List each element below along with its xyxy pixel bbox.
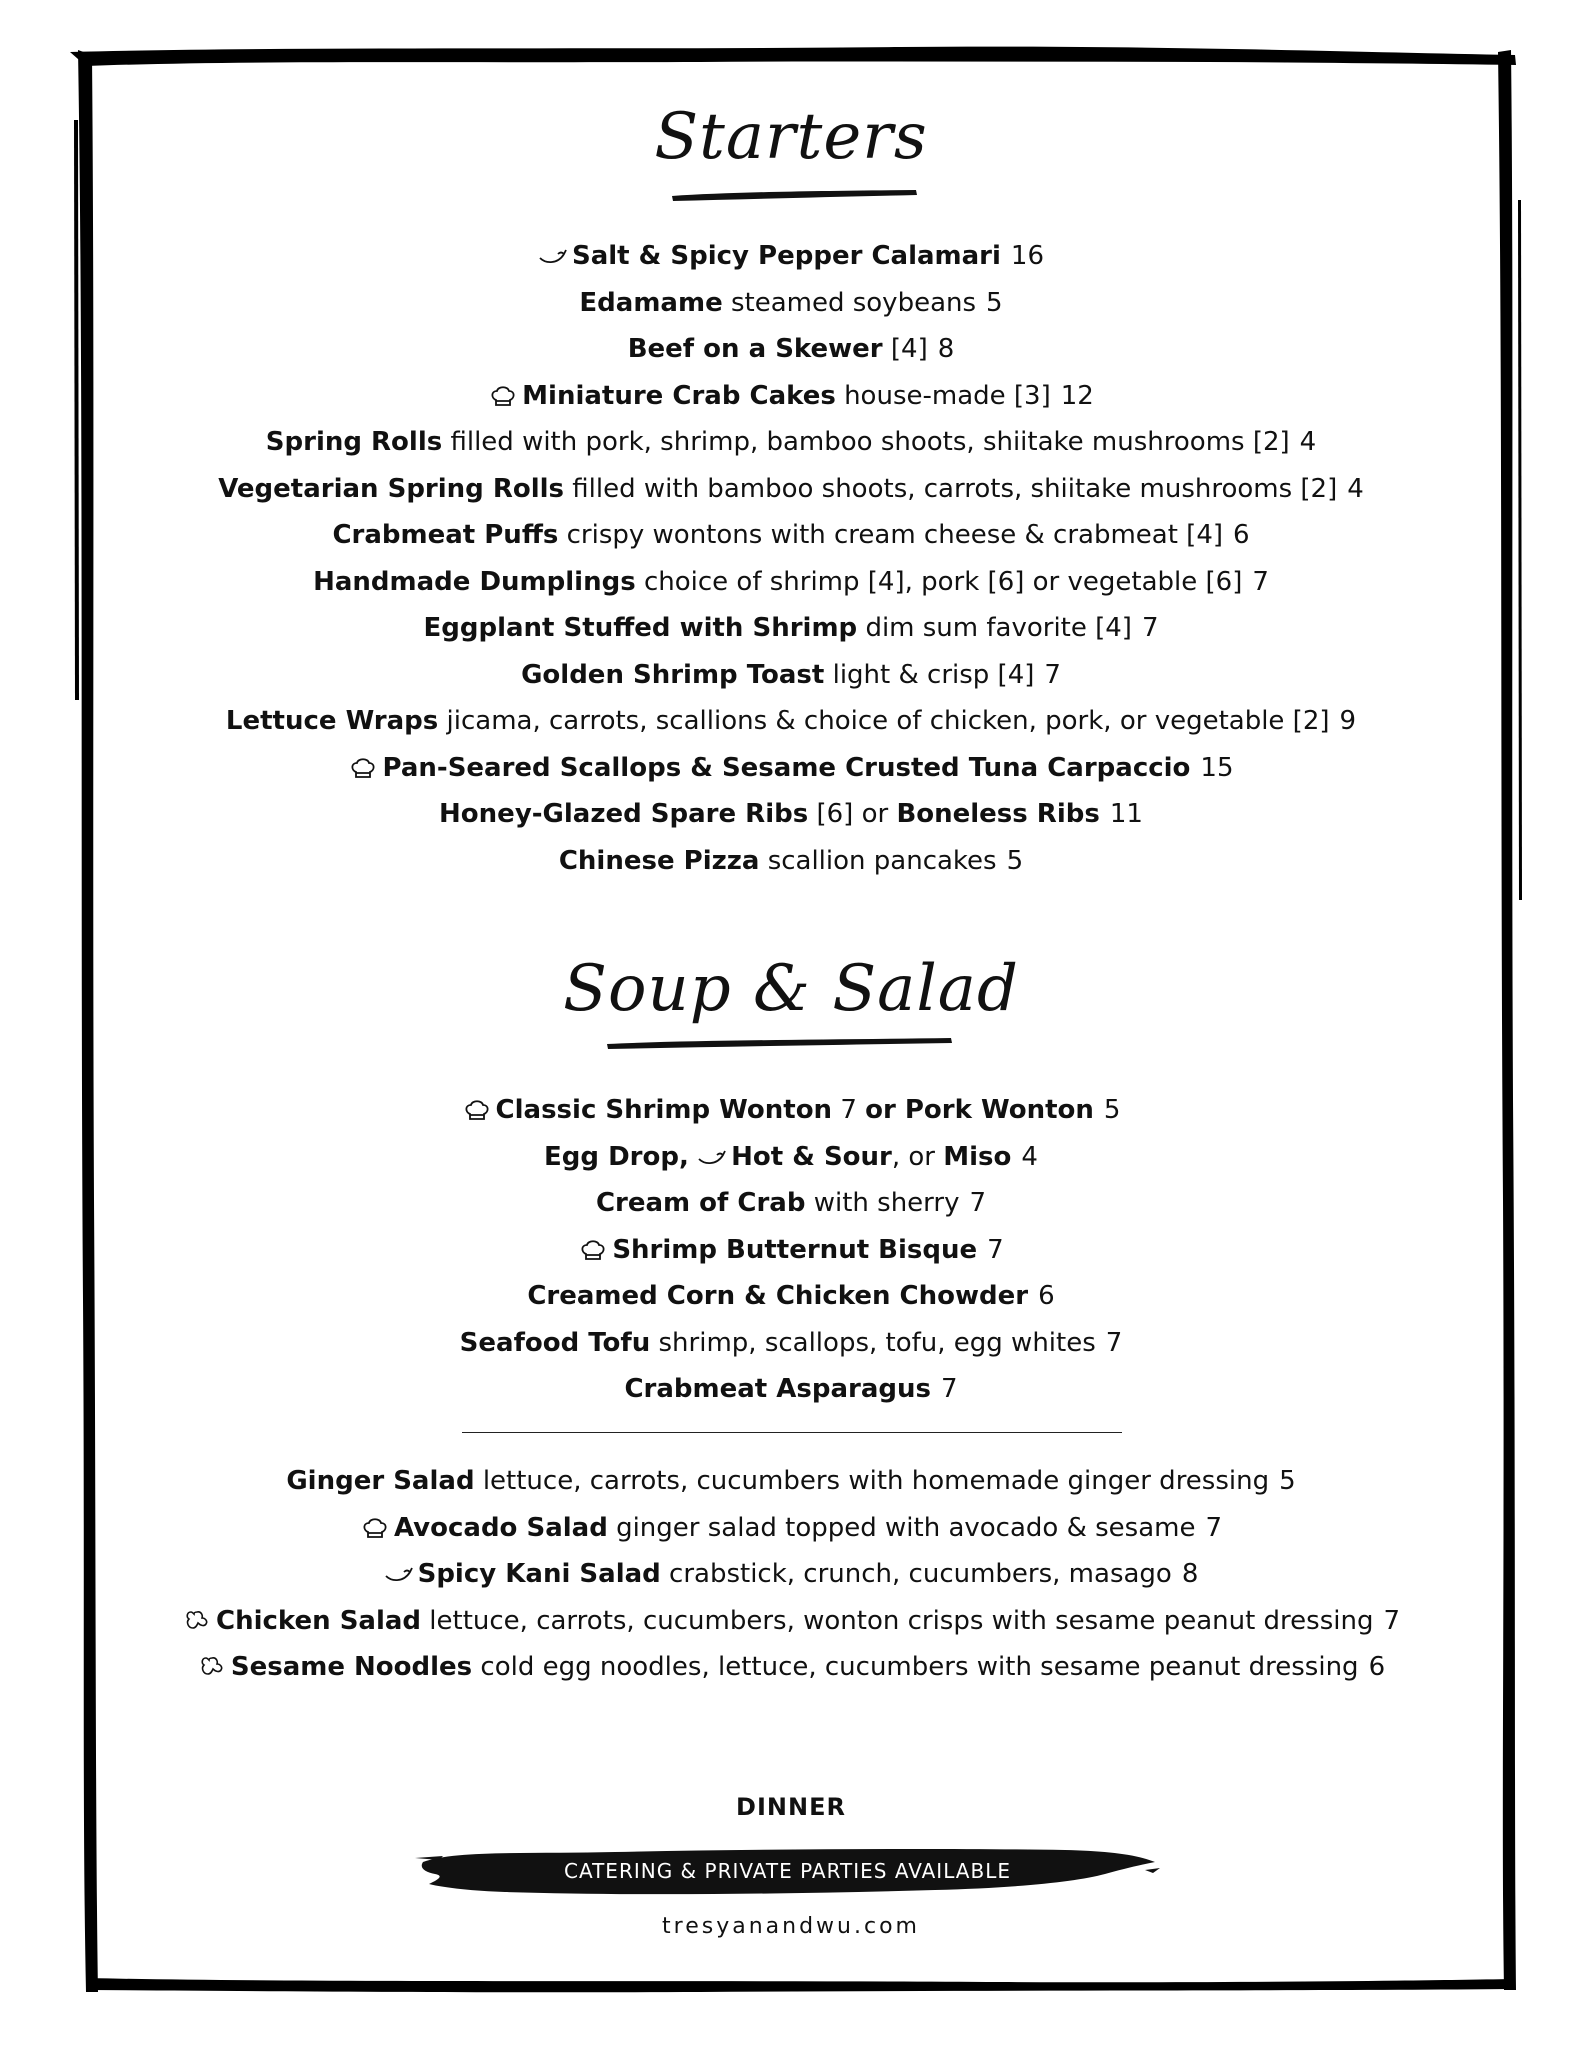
item-name: Classic Shrimp Wonton	[495, 1095, 833, 1125]
item-price: 7	[1044, 659, 1061, 690]
item-description: scallion pancakes	[767, 845, 997, 876]
item-name: Lettuce Wraps	[225, 706, 439, 736]
item-price: 5	[1279, 1466, 1296, 1496]
item-description: filled with bamboo shoots, carrots, shiitake mushrooms [2]	[572, 473, 1338, 504]
menu-item	[0, 1227, 1582, 1274]
menu-item	[0, 1320, 1582, 1367]
menu-item	[0, 1180, 1582, 1227]
item-price: 15	[1200, 752, 1234, 783]
menu-item	[0, 1644, 1582, 1691]
item-price: 7	[1141, 613, 1159, 643]
chili-pepper-icon	[384, 1560, 414, 1586]
item-conjunction: , or	[891, 1141, 935, 1172]
item-price: 4	[1347, 473, 1364, 504]
item-name-alt: Hot & Sour	[731, 1141, 892, 1172]
item-price-shrimp: 7	[840, 1095, 857, 1125]
peanut-icon	[197, 1653, 227, 1679]
menu-item	[0, 419, 1582, 466]
chef-hat-icon	[578, 1236, 608, 1262]
item-name: Spicy Kani Salad	[417, 1559, 661, 1589]
item-price: 7	[1252, 566, 1269, 597]
item-description: [6] or	[816, 799, 889, 829]
item-name: Ginger Salad	[286, 1466, 475, 1496]
item-price: 16	[1010, 241, 1045, 271]
item-name: Chinese Pizza	[558, 845, 760, 876]
item-price: 6	[1368, 1652, 1386, 1682]
item-description: ginger salad topped with avocado & sesame	[616, 1512, 1196, 1543]
item-price: 7	[1105, 1327, 1123, 1358]
item-price: 6	[1233, 520, 1250, 550]
menu-item	[0, 1087, 1582, 1134]
item-name: Vegetarian Spring Rolls	[218, 473, 565, 504]
item-name: Spring Rolls	[265, 427, 443, 457]
item-name: Shrimp Butternut Bisque	[612, 1234, 978, 1265]
item-price: 7	[940, 1374, 958, 1404]
meal-period-label: DINNER	[736, 1793, 846, 1821]
item-name: Crabmeat Puffs	[332, 520, 559, 550]
item-price: 7	[987, 1234, 1004, 1265]
chef-hat-icon	[488, 382, 518, 408]
item-name: Miniature Crab Cakes	[522, 380, 836, 411]
item-description: dim sum favorite [4]	[865, 613, 1132, 643]
item-name: Avocado Salad	[393, 1512, 608, 1543]
item-price: 8	[1181, 1559, 1199, 1589]
item-description: with sherry	[813, 1188, 960, 1218]
item-description: [4]	[890, 334, 928, 364]
chili-pepper-icon	[697, 1143, 727, 1169]
item-description: shrimp, scallops, tofu, egg whites	[658, 1327, 1096, 1358]
menu-item	[0, 1551, 1582, 1598]
item-name: Beef on a Skewer	[627, 334, 883, 364]
menu-item	[0, 326, 1582, 373]
item-description: choice of shrimp [4], pork [6] or vegetable [6]	[643, 566, 1243, 597]
item-price: 4	[1299, 427, 1317, 457]
item-description: house-made [3]	[844, 380, 1051, 411]
menu-item	[0, 745, 1582, 792]
item-price: 12	[1060, 380, 1094, 411]
item-name: Honey-Glazed Spare Ribs	[439, 799, 809, 829]
item-description: lettuce, carrots, cucumbers, wonton crisps with sesame peanut dressing	[429, 1605, 1374, 1636]
item-description: lettuce, carrots, cucumbers with homemade ginger dressing	[482, 1466, 1270, 1496]
item-name: Seafood Tofu	[459, 1327, 651, 1358]
item-name: Handmade Dumplings	[313, 566, 636, 597]
item-name: Salt & Spicy Pepper Calamari	[571, 241, 1001, 271]
starters-title-brush-underline	[670, 186, 920, 204]
soup-salad-title: Soup & Salad	[563, 952, 1019, 1026]
peanut-icon	[182, 1607, 212, 1633]
item-description: cold egg noodles, lettuce, cucumbers with sesame peanut dressing	[480, 1652, 1359, 1682]
item-price: 8	[937, 334, 955, 364]
item-description: crabstick, crunch, cucumbers, masago	[669, 1559, 1172, 1589]
item-name-alt: or Pork Wonton	[865, 1095, 1094, 1125]
item-name: Egg Drop,	[544, 1141, 689, 1172]
soups-list	[0, 1087, 1582, 1413]
menu-item	[0, 466, 1582, 513]
item-name: Creamed Corn & Chicken Chowder	[527, 1281, 1029, 1311]
item-price: 5	[1006, 845, 1024, 876]
item-name: Pan-Seared Scallops & Sesame Crusted Tuna Carpaccio	[382, 752, 1191, 783]
chef-hat-icon	[360, 1514, 390, 1540]
menu-item	[0, 1366, 1582, 1413]
menu-item	[0, 373, 1582, 420]
section-divider	[462, 1432, 1122, 1433]
item-name-alt-2: Miso	[943, 1141, 1012, 1172]
menu-item	[0, 605, 1582, 652]
item-name: Eggplant Stuffed with Shrimp	[423, 613, 858, 643]
menu-item	[0, 698, 1582, 745]
item-description: jicama, carrots, scallions & choice of chicken, pork, or vegetable [2]	[446, 706, 1330, 736]
item-price: 4	[1021, 1141, 1038, 1172]
catering-banner-text: CATERING & PRIVATE PARTIES AVAILABLE	[564, 1859, 1011, 1883]
menu-item	[0, 791, 1582, 838]
item-price: 11	[1109, 799, 1143, 829]
menu-item	[0, 1134, 1582, 1181]
item-name: Sesame Noodles	[230, 1652, 473, 1682]
menu-item	[0, 280, 1582, 327]
item-name: Crabmeat Asparagus	[624, 1374, 931, 1404]
menu-item	[0, 559, 1582, 606]
item-description: steamed soybeans	[730, 287, 977, 318]
website-url: tresyanandwu.com	[662, 1914, 920, 1939]
item-name-alt: Boneless Ribs	[896, 799, 1100, 829]
chili-pepper-icon	[538, 242, 568, 268]
item-name: Golden Shrimp Toast	[521, 659, 825, 690]
menu-item	[0, 652, 1582, 699]
starters-list	[0, 233, 1582, 884]
menu-item	[0, 1598, 1582, 1645]
chef-hat-icon	[462, 1096, 492, 1122]
menu-item	[0, 1458, 1582, 1505]
salads-list	[0, 1458, 1582, 1691]
menu-item	[0, 1505, 1582, 1552]
chef-hat-icon	[348, 754, 378, 780]
starters-title: Starters	[654, 100, 928, 174]
item-description: filled with pork, shrimp, bamboo shoots, shiitake mushrooms [2]	[450, 427, 1290, 457]
item-description: light & crisp [4]	[832, 659, 1035, 690]
item-price: 7	[1383, 1605, 1401, 1636]
soup-salad-title-brush-underline	[605, 1034, 955, 1052]
item-price: 5	[986, 287, 1003, 318]
menu-item	[0, 512, 1582, 559]
item-name: Edamame	[579, 287, 723, 318]
menu-item	[0, 1273, 1582, 1320]
item-name: Cream of Crab	[595, 1188, 806, 1218]
item-price: 5	[1103, 1095, 1121, 1125]
item-price: 7	[1205, 1512, 1223, 1543]
item-price: 9	[1339, 706, 1357, 736]
menu-item	[0, 233, 1582, 280]
item-price: 7	[969, 1188, 987, 1218]
item-name: Chicken Salad	[215, 1605, 422, 1636]
item-description: crispy wontons with cream cheese & crabmeat [4]	[566, 520, 1224, 550]
item-price: 6	[1038, 1281, 1055, 1311]
menu-item	[0, 838, 1582, 885]
